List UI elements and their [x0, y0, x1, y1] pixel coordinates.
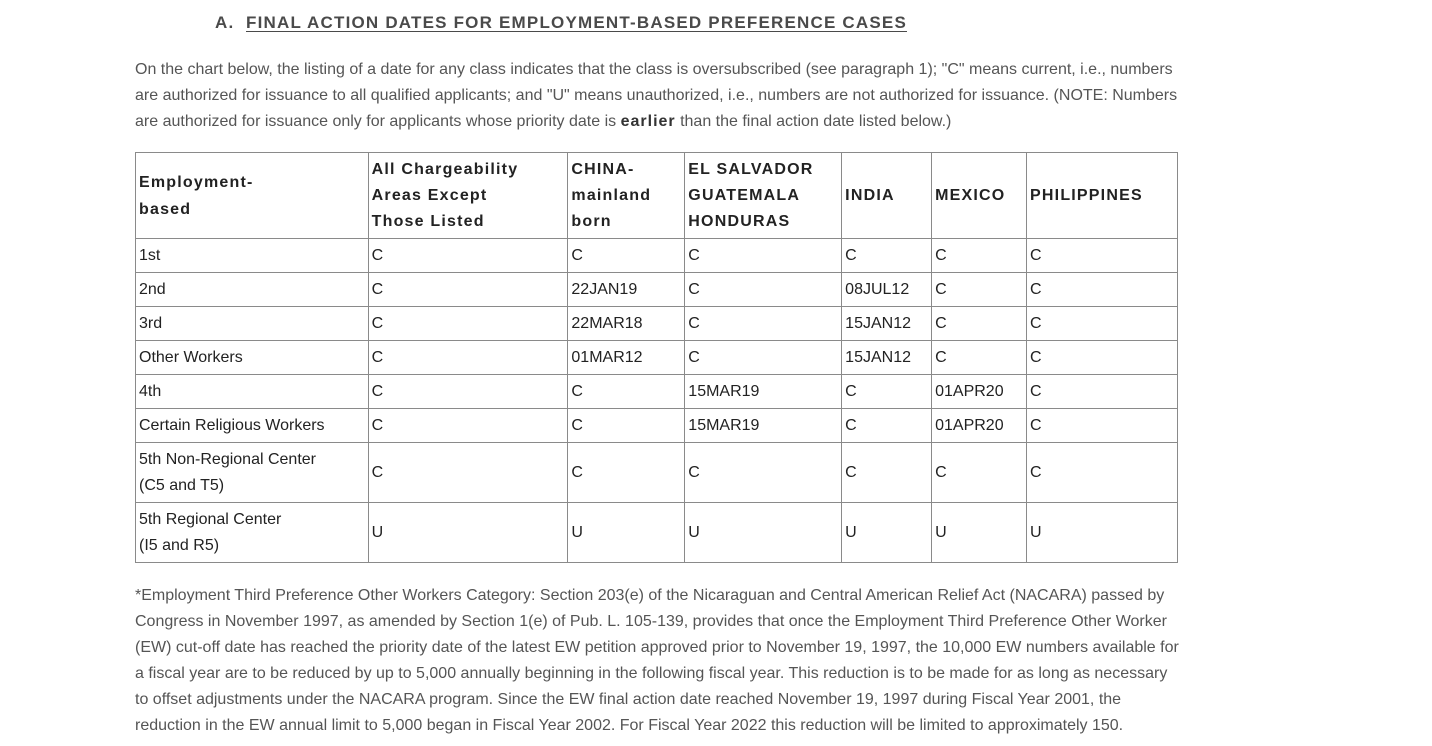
- header-employment-based: [136, 153, 369, 239]
- cell-all-chargeability: C: [368, 409, 568, 443]
- cell-india: 15JAN12: [842, 307, 932, 341]
- table-row-other-workers: [136, 341, 1178, 375]
- cell-philippines: C: [1027, 409, 1178, 443]
- table-row-certain-religious-workers: [136, 409, 1178, 443]
- header-line: HONDURAS: [688, 212, 791, 230]
- row-label: [136, 443, 369, 503]
- header-line: mainland: [571, 186, 652, 204]
- cell-philippines: C: [1027, 239, 1178, 273]
- cell-central-america: C: [685, 239, 842, 273]
- cell-central-america: U: [685, 503, 842, 563]
- table-row-4th: [136, 375, 1178, 409]
- cell-mexico: C: [932, 341, 1027, 375]
- row-label: 3rd: [136, 307, 369, 341]
- cell-all-chargeability: C: [368, 443, 568, 503]
- header-line: Those Listed: [371, 212, 485, 230]
- row-label: 4th: [136, 375, 369, 409]
- cell-india: 08JUL12: [842, 273, 932, 307]
- row-label-line: (C5 and T5): [139, 476, 225, 494]
- row-label-line: 5th Regional Center: [139, 510, 282, 528]
- cell-philippines: C: [1027, 443, 1178, 503]
- cell-mexico: C: [932, 443, 1027, 503]
- header-line: Employment-: [139, 173, 254, 191]
- header-el-salvador-guatemala-honduras: [685, 153, 842, 239]
- cell-mexico: U: [932, 503, 1027, 563]
- cell-india: C: [842, 409, 932, 443]
- row-label: 1st: [136, 239, 369, 273]
- cell-india: C: [842, 375, 932, 409]
- section-heading: [215, 13, 907, 33]
- cell-mexico: C: [932, 307, 1027, 341]
- header-all-chargeability: [368, 153, 568, 239]
- header-line: MEXICO: [935, 186, 1006, 204]
- cell-china: C: [568, 443, 685, 503]
- table-row-5th-non-regional-center: [136, 443, 1178, 503]
- cell-india: 15JAN12: [842, 341, 932, 375]
- cell-central-america: C: [685, 307, 842, 341]
- cell-china: 22MAR18: [568, 307, 685, 341]
- cell-central-america: C: [685, 273, 842, 307]
- intro-text-after: than the final action date listed below.): [675, 113, 952, 130]
- row-label-line: 5th Non-Regional Center: [139, 450, 316, 468]
- cell-philippines: C: [1027, 307, 1178, 341]
- cell-mexico: 01APR20: [932, 375, 1027, 409]
- row-label: Certain Religious Workers: [136, 409, 369, 443]
- header-line: GUATEMALA: [688, 186, 801, 204]
- table-row-1st: [136, 239, 1178, 273]
- cell-philippines: C: [1027, 375, 1178, 409]
- table-row-5th-regional-center: [136, 503, 1178, 563]
- row-label: 2nd: [136, 273, 369, 307]
- cell-china: C: [568, 239, 685, 273]
- cell-central-america: C: [685, 443, 842, 503]
- cell-central-america: 15MAR19: [685, 375, 842, 409]
- cell-china: C: [568, 375, 685, 409]
- cell-philippines: C: [1027, 273, 1178, 307]
- header-line: based: [139, 200, 192, 218]
- cell-central-america: 15MAR19: [685, 409, 842, 443]
- header-line: PHILIPPINES: [1030, 186, 1143, 204]
- cell-india: U: [842, 503, 932, 563]
- header-mexico: [932, 153, 1027, 239]
- cell-mexico: C: [932, 239, 1027, 273]
- cell-india: C: [842, 239, 932, 273]
- header-line: born: [571, 212, 612, 230]
- cell-china: U: [568, 503, 685, 563]
- cell-all-chargeability: C: [368, 239, 568, 273]
- intro-text-before: On the chart below, the listing of a date for any class indicates that the class is oversubscribed (see paragraph 1); "C" means current, i.e., numbers are authorized for issuance to all qualified applicants; and "U" means unauthorized, i.e., numbers are not authorized for issuance. (NOTE: Numbers are authorized for issuance only for applicants whose priority date is: [135, 61, 1178, 130]
- cell-china: 01MAR12: [568, 341, 685, 375]
- row-label-line: (I5 and R5): [139, 536, 220, 554]
- final-action-dates-table: [135, 152, 1178, 563]
- intro-paragraph: [135, 57, 1180, 135]
- intro-emphasis: earlier: [620, 113, 676, 130]
- header-line: CHINA-: [571, 160, 635, 178]
- cell-mexico: 01APR20: [932, 409, 1027, 443]
- header-line: EL SALVADOR: [688, 160, 814, 178]
- cell-all-chargeability: U: [368, 503, 568, 563]
- cell-philippines: C: [1027, 341, 1178, 375]
- cell-central-america: C: [685, 341, 842, 375]
- header-india: [842, 153, 932, 239]
- section-title: FINAL ACTION DATES FOR EMPLOYMENT-BASED PREFERENCE CASES: [246, 13, 907, 32]
- table-row-3rd: [136, 307, 1178, 341]
- section-letter: A.: [215, 13, 235, 32]
- header-line: Areas Except: [371, 186, 488, 204]
- row-label: Other Workers: [136, 341, 369, 375]
- table-row-2nd: [136, 273, 1178, 307]
- cell-all-chargeability: C: [368, 273, 568, 307]
- row-label: [136, 503, 369, 563]
- cell-china: C: [568, 409, 685, 443]
- header-line: INDIA: [845, 186, 895, 204]
- cell-mexico: C: [932, 273, 1027, 307]
- cell-all-chargeability: C: [368, 341, 568, 375]
- header-line: All Chargeability: [371, 160, 519, 178]
- cell-all-chargeability: C: [368, 375, 568, 409]
- cell-philippines: U: [1027, 503, 1178, 563]
- cell-india: C: [842, 443, 932, 503]
- header-china: [568, 153, 685, 239]
- cell-china: 22JAN19: [568, 273, 685, 307]
- cell-all-chargeability: C: [368, 307, 568, 341]
- header-philippines: [1027, 153, 1178, 239]
- footnote-paragraph: *Employment Third Preference Other Workers Category: Section 203(e) of the Nicaraguan and Central American Relief Act (NACARA) passed by Congress in November 1997, as amended by Section 1(e) of Pub. L. 105-139, provides that once the Employment Third Preference Other Worker (EW) cut-off date has reached the priority date of the latest EW petition approved prior to November 19, 1997, the 10,000 EW numbers available for a fiscal year are to be reduced by up to 5,000 annually beginning in the following fiscal year. This reduction is to be made for as long as necessary to offset adjustments under the NACARA program. Since the EW final action date reached November 19, 1997 during Fiscal Year 2001, the reduction in the EW annual limit to 5,000 began in Fiscal Year 2002. For Fiscal Year 2022 this reduction will be limited to approximately 150.: [135, 587, 1179, 734]
- table-header-row: [136, 153, 1178, 239]
